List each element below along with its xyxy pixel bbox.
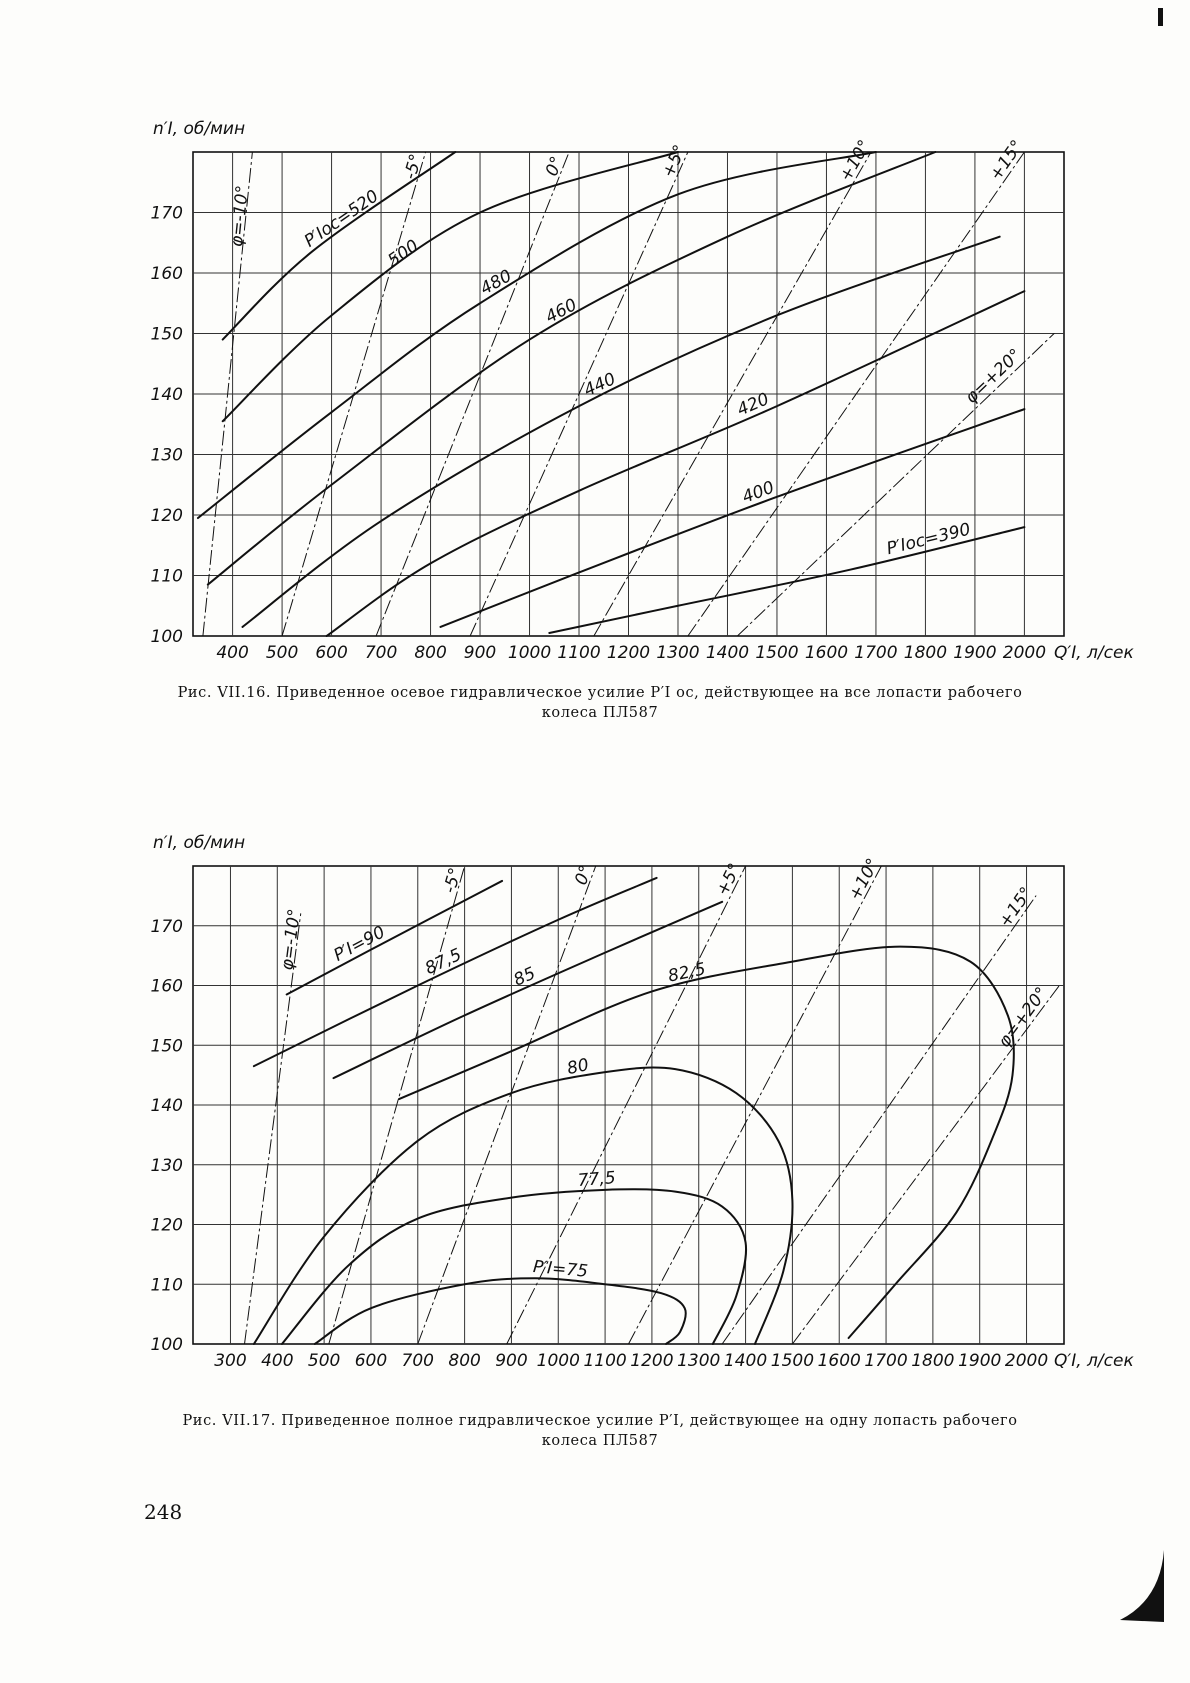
fig16-x-tick-label: 800 — [414, 643, 447, 663]
fig16-series-label: 500 — [384, 236, 423, 271]
fig16-series-label: 420 — [734, 389, 773, 421]
fig17-series-label: 87,5 — [422, 944, 465, 980]
fig16-y-tick-label: 150 — [150, 324, 183, 345]
fig17-series-label: 85 — [510, 963, 539, 991]
fig17-series-label: -5° — [439, 865, 467, 896]
fig16-series-line-angle — [737, 334, 1054, 637]
fig17-series-line-force — [287, 881, 502, 995]
fig17-x-tick-label: 2000 — [1004, 1351, 1049, 1371]
fig17-y-axis-label: n′I, об/мин — [153, 833, 246, 853]
fig17-series-line-force — [315, 1278, 686, 1344]
fig17-series-label: 77,5 — [577, 1168, 617, 1192]
fig17-series-label: 80 — [565, 1054, 591, 1080]
fig17-x-tick-label: 900 — [495, 1351, 528, 1371]
fig16-series-label: +15° — [985, 136, 1028, 185]
fig17-y-tick-label: 160 — [150, 976, 183, 997]
fig16-y-tick-label: 140 — [150, 385, 183, 405]
fig17-x-tick-label: 400 — [261, 1351, 294, 1371]
page-number: 248 — [144, 1500, 183, 1524]
fig17-series-line-angle — [245, 914, 301, 1344]
fig17-x-tick-label: 800 — [448, 1351, 481, 1371]
fig17-x-tick-label: 1300 — [677, 1351, 721, 1371]
fig17-series-label: +15° — [995, 883, 1038, 932]
fig16-series-label: P′Ioc=520 — [300, 186, 383, 252]
caption-fig-17 — [110, 1411, 1090, 1451]
fig16-x-tick-label: 1600 — [804, 643, 849, 663]
fig16-x-axis-label: Q′I, л/сек — [1054, 643, 1134, 663]
fig17-series-line-force — [254, 1067, 793, 1344]
fig16-x-tick-label: 1400 — [705, 643, 750, 663]
fig16-series-label: -5° — [400, 151, 427, 182]
fig17-x-tick-label: 1800 — [911, 1351, 955, 1371]
fig17-series-line-force — [282, 1189, 746, 1344]
fig17-x-tick-label: 1000 — [536, 1351, 580, 1371]
fig17-y-tick-label: 170 — [150, 916, 183, 937]
fig17-series-line-force — [330, 902, 722, 1078]
fig16-x-tick-label: 700 — [364, 643, 398, 663]
fig16-series-label: 440 — [581, 369, 619, 401]
fig17-x-tick-label: 700 — [401, 1351, 435, 1371]
fig17-x-tick-label: 1200 — [630, 1351, 674, 1371]
fig17-x-tick-label: 600 — [354, 1351, 388, 1371]
fig17-series-line-angle — [722, 896, 1036, 1344]
fig17-series-label: +5° — [712, 860, 746, 900]
fig16-x-tick-label: 400 — [216, 643, 249, 663]
fig17-series-line-force — [399, 944, 1014, 1338]
fig16-y-tick-label: 100 — [150, 627, 183, 647]
fig17-series-label: φ=+20° — [994, 983, 1053, 1052]
fig16-x-tick-label: 1500 — [755, 643, 799, 663]
fig16-y-tick-label: 130 — [150, 445, 183, 466]
fig16-series-label: φ=+20° — [961, 344, 1026, 408]
fig17-y-tick-label: 150 — [150, 1036, 183, 1057]
fig16-series-label: 0° — [541, 153, 568, 180]
caption-fig-17-line-2: колеса ПЛ587 — [541, 1433, 659, 1449]
fig17-y-tick-label: 120 — [150, 1215, 183, 1236]
fig17-series-label: P′I=90 — [330, 922, 389, 966]
fig17-y-tick-label: 140 — [150, 1096, 183, 1116]
fig16-series-line-force — [327, 291, 1025, 636]
fig16-y-tick-label: 160 — [150, 264, 183, 284]
fig17-x-tick-label: 500 — [307, 1351, 341, 1371]
fig16-y-tick-label: 170 — [150, 203, 183, 224]
fig17-series-label: φ=-10° — [277, 907, 306, 972]
fig16-series-label: +10° — [835, 136, 876, 186]
fig16-x-tick-label: 1900 — [953, 643, 997, 663]
fig16-x-tick-label: 500 — [265, 643, 299, 663]
fig17-x-tick-label: 1600 — [817, 1351, 861, 1371]
fig16-x-tick-label: 900 — [463, 643, 497, 663]
fig17-x-tick-label: 300 — [214, 1351, 247, 1371]
caption-fig-17-line-1: Рис. VII.17. Приведенное полное гидравлическое усилие P′I, действующее на одну лопасть рабочего — [182, 1413, 1018, 1429]
fig17-y-tick-label: 100 — [150, 1335, 183, 1355]
fig17-x-tick-label: 1100 — [583, 1351, 627, 1371]
fig17-x-tick-label: 1400 — [723, 1351, 768, 1371]
caption-fig-16 — [110, 683, 1090, 723]
caption-fig-16-line-2: колеса ПЛ587 — [541, 705, 659, 721]
fig17-series-label: 0° — [571, 862, 597, 888]
chart-axial-force — [151, 119, 1135, 663]
fig16-series-label: +5° — [658, 141, 691, 181]
fig16-series-label: 400 — [739, 477, 778, 508]
fig16-x-tick-label: 1800 — [903, 643, 948, 663]
fig16-y-tick-label: 120 — [150, 506, 183, 526]
fig16-x-tick-label: 600 — [315, 643, 348, 663]
fig16-x-tick-label: 1000 — [507, 643, 552, 663]
fig17-series-label: 82,5 — [666, 959, 708, 987]
fig16-y-tick-label: 110 — [150, 566, 183, 587]
fig17-y-tick-label: 130 — [150, 1155, 183, 1176]
fig16-series-label: φ=-10° — [226, 184, 254, 248]
fig17-y-tick-label: 110 — [150, 1275, 183, 1296]
fig16-x-tick-label: 1700 — [854, 643, 898, 663]
caption-fig-16-line-1: Рис. VII.16. Приведенное осевое гидравлическое усилие P′I oc, действующее на все лопасти рабочего — [177, 685, 1023, 701]
fig17-x-tick-label: 1900 — [958, 1351, 1002, 1371]
fig17-x-tick-label: 1700 — [864, 1351, 908, 1371]
fig16-series-label: 480 — [477, 266, 516, 300]
page-corner-mark — [1120, 8, 1164, 1622]
fig17-x-axis-label: Q′I, л/сек — [1054, 1351, 1134, 1371]
fig16-series-label: P′Ioc=390 — [884, 519, 973, 560]
fig16-x-tick-label: 1300 — [656, 643, 700, 663]
fig16-x-tick-label: 2000 — [1002, 643, 1047, 663]
fig16-x-tick-label: 1200 — [606, 643, 651, 663]
fig16-x-tick-label: 1100 — [557, 643, 601, 663]
fig17-x-tick-label: 1500 — [770, 1351, 815, 1371]
fig17-series-label: +10° — [845, 855, 884, 904]
fig16-series-label: 460 — [542, 294, 581, 328]
fig16-y-axis-label: n′I, об/мин — [153, 119, 246, 139]
fig17-series-label: P′I=75 — [532, 1257, 589, 1282]
chart-total-force — [151, 833, 1135, 1371]
